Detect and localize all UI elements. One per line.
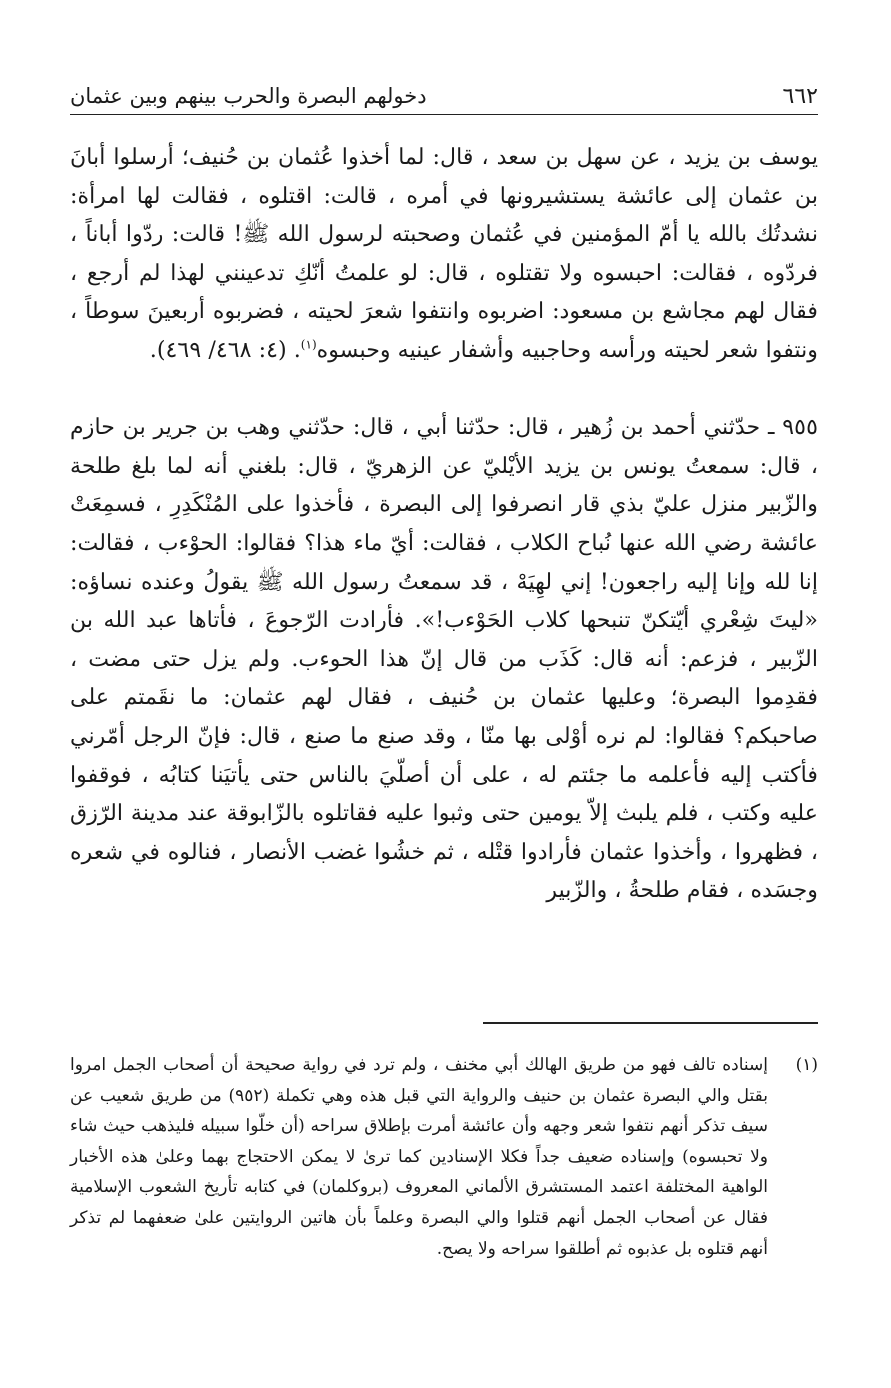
footnote-1: [70, 1050, 818, 1264]
running-header: [70, 78, 818, 115]
main-text: [70, 138, 818, 910]
running-title: دخولهم البصرة والحرب بينهم وبين عثمان: [70, 84, 427, 108]
citation: . (٤: ٤٦٨/ ٤٦٩).: [149, 336, 301, 363]
footnote-separator: [483, 1022, 818, 1024]
footnote-ref: (١): [300, 337, 317, 352]
book-page: [70, 0, 818, 1388]
paragraph-gap: [70, 370, 818, 409]
paragraph-1: [70, 138, 818, 370]
page-number: ٦٦٢: [782, 83, 818, 109]
paragraph-955: ٩٥٥ ـ حدّثني أحمد بن زُهير ، قال: حدّثنا أبي ، قال: حدّثني وهب بن جرير بن حازم ، قال: سمعتُ يونس بن يزيد الأيْليّ عن الزهريّ ، قال: بلغني أنه لما بلغ طلحة والزّبير منزل عليّ بذي قار انصرفوا إلى البصرة ، فأخذوا على المُنْكَدِرِ ، فسمِعَتْ عائشة رضي الله عنها نُباح الكلاب ، فقالت: أيّ ماء هذا؟ فقالوا: الحوْءب ، فقالت: إنا لله وإنا إليه راجعون! إني لهِيَهْ ، قد سمعتُ رسول الله ﷺ يقولُ وعنده نساؤه: «ليتَ شِعْري أيّتكنّ تنبحها كلاب الحَوْءب!». فأرادت الرّجوعَ ، فأتاها عبد الله بن الزّبير ، فزعم: أنه قال: كَذَب من قال إنّ هذا الحوءب. ولم يزل حتى مضت ، فقدِموا البصرة؛ وعليها عثمان بن حُنيف ، فقال لهم عثمان: ما نقَمتم على صاحبكم؟ فقالوا: لم نره أوْلى بها منّا ، وقد صنع ما صنع ، قال: فإنّ الرجل أمّرني فأكتب إليه فأعلمه ما جئتم له ، على أن أصلّيَ بالناس حتى يأتيَنا كتابُه ، فوقفوا عليه وكتب ، فلم يلبث إلاّ يومين حتى وثبوا عليه فقاتلوه بالزّابوقة عند مدينة الرّزق ، فظهروا ، وأخذوا عثمان فأرادوا قتْله ، ثم خشُوا غضب الأنصار ، فنالوه في شعره وجسَده ، فقام طلحةُ ، والزّبير: [70, 414, 818, 904]
footnote-text: إسناده تالف فهو من طريق الهالك أبي مخنف ، ولم ترد في رواية صحيحة أن أصحاب الجمل امروا بقتل والي البصرة عثمان بن حنيف والرواية التي قبل هذه وهي تكملة (٩٥٢) من طريق شعيب عن سيف تذكر أنهم نتفوا شعر وجهه وأن عائشة أمرت بإطلاق سراحه (أن خلّوا سبيله فليذهب حيث شاء ولا تحبسوه) وإسناده ضعيف جداً فكلا الإسنادين كما ترىٰ لا يمكن الاحتجاج بهما وعلىٰ هذه الأخبار الواهية المختلفة اعتمد المستشرق الألماني المعروف (بروكلمان) في كتابه تأريخ الشعوب الإسلامية فقال عن أصحاب الجمل أنهم قتلوا والي البصرة وعلماً بأن هاتين الروايتين علىٰ ضعفهما لم تذكر أنهم قتلوه بل عذبوه ثم أطلقوا سراحه ولا يصح.: [70, 1055, 768, 1259]
paragraph-1-text: يوسف بن يزيد ، عن سهل بن سعد ، قال: لما أخذوا عُثمان بن حُنيف؛ أرسلوا أبانَ بن عثمان إلى عائشة يستشيرونها في أمره ، قالت: اقتلوه ، فقالت لها امرأة: نشدتُك بالله يا أمّ المؤمنين في عُثمان وصحبته لرسول الله ﷺ! قالت: ردّوا أباناً ، فردّوه ، فقالت: احبسوه ولا تقتلوه ، قال: لو علمتُ أنّكِ تدعينني لهذا لم أرجع ، فقال لهم مجاشع بن مسعود: اضربوه وانتفوا شعرَ لحيته ، فضربوه أربعينَ سوطاً ، ونتفوا شعر لحيته ورأسه وحاجبيه وأشفار عينيه وحبسوه: [70, 144, 818, 363]
footnotes: [70, 1050, 818, 1264]
footnote-number: (١): [795, 1055, 818, 1075]
